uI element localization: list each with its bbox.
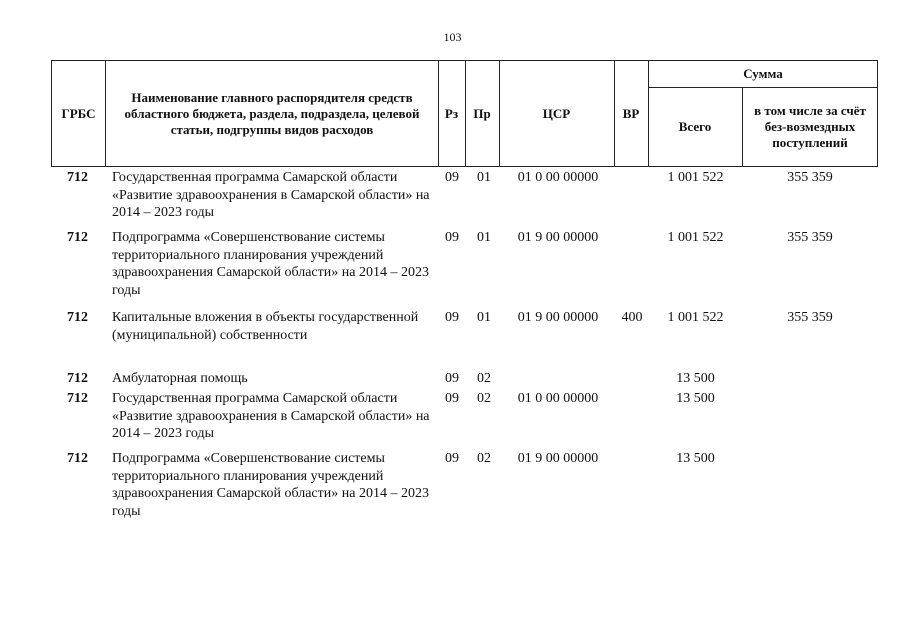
- header-rz: Рз: [444, 106, 459, 121]
- cell-free: 355 359: [787, 230, 833, 245]
- cell-grbs: 712: [67, 451, 88, 466]
- cell-grbs: 712: [67, 371, 88, 386]
- cell-total: 13 500: [676, 391, 715, 406]
- cell-total: 1 001 522: [667, 170, 724, 185]
- cell-name: Государственная программа Самарской области «Развитие здравоохранения в Самарской области» на 2014 – 2023 годы: [112, 391, 430, 441]
- header-grbs: ГРБС: [61, 106, 96, 121]
- cell-name: Государственная программа Самарской области «Развитие здравоохранения в Самарской области» на 2014 – 2023 годы: [112, 170, 430, 220]
- table-header: [51, 60, 878, 167]
- cell-name: Капитальные вложения в объекты государственной (муниципальной) собственности: [112, 310, 419, 343]
- cell-pr: 02: [477, 391, 491, 406]
- cell-total: 13 500: [676, 451, 715, 466]
- header-name: Наименование главного распорядителя средств областного бюджета, раздела, подраздела, целевой статьи, подгруппы видов расходов: [124, 90, 420, 137]
- cell-grbs: 712: [67, 230, 88, 245]
- header-csr: ЦСР: [542, 106, 571, 121]
- cell-name: Подпрограмма «Совершенствование системы территориального планирования учреждений здравоохранения Самарской области» на 2014 – 2023 годы: [112, 451, 429, 519]
- cell-csr: 01 9 00 00000: [517, 451, 599, 466]
- header-total: Всего: [678, 119, 712, 134]
- cell-rz: 09: [445, 230, 459, 245]
- cell-pr: 01: [477, 230, 491, 245]
- cell-rz: 09: [445, 391, 459, 406]
- cell-grbs: 712: [67, 310, 88, 325]
- cell-rz: 09: [445, 371, 459, 386]
- cell-total: 1 001 522: [667, 230, 724, 245]
- header-free: в том числе за счёт без-возмездных поступлений: [754, 103, 866, 150]
- column-divider: [105, 61, 106, 166]
- cell-csr: 01 9 00 00000: [517, 310, 599, 325]
- cell-rz: 09: [445, 170, 459, 185]
- cell-rz: 09: [445, 451, 459, 466]
- cell-free: 355 359: [787, 170, 833, 185]
- cell-total: 13 500: [676, 371, 715, 386]
- cell-pr: 01: [477, 170, 491, 185]
- header-vr: ВР: [622, 106, 640, 121]
- cell-csr: 01 0 00 00000: [517, 170, 599, 185]
- cell-csr: 01 0 00 00000: [517, 391, 599, 406]
- cell-pr: 02: [477, 451, 491, 466]
- cell-pr: 01: [477, 310, 491, 325]
- header-pr: Пр: [473, 106, 491, 121]
- cell-grbs: 712: [67, 391, 88, 406]
- cell-vr: 400: [621, 310, 643, 325]
- cell-rz: 09: [445, 310, 459, 325]
- cell-csr: 01 9 00 00000: [517, 230, 599, 245]
- cell-free: 355 359: [787, 310, 833, 325]
- header-sum: Сумма: [743, 66, 783, 81]
- cell-pr: 02: [477, 371, 491, 386]
- cell-grbs: 712: [67, 170, 88, 185]
- cell-name: Подпрограмма «Совершенствование системы территориального планирования учреждений здравоохранения Самарской области» на 2014 – 2023 годы: [112, 230, 429, 298]
- cell-total: 1 001 522: [667, 310, 724, 325]
- cell-name: Амбулаторная помощь: [112, 371, 248, 386]
- page-number: 103: [443, 30, 462, 44]
